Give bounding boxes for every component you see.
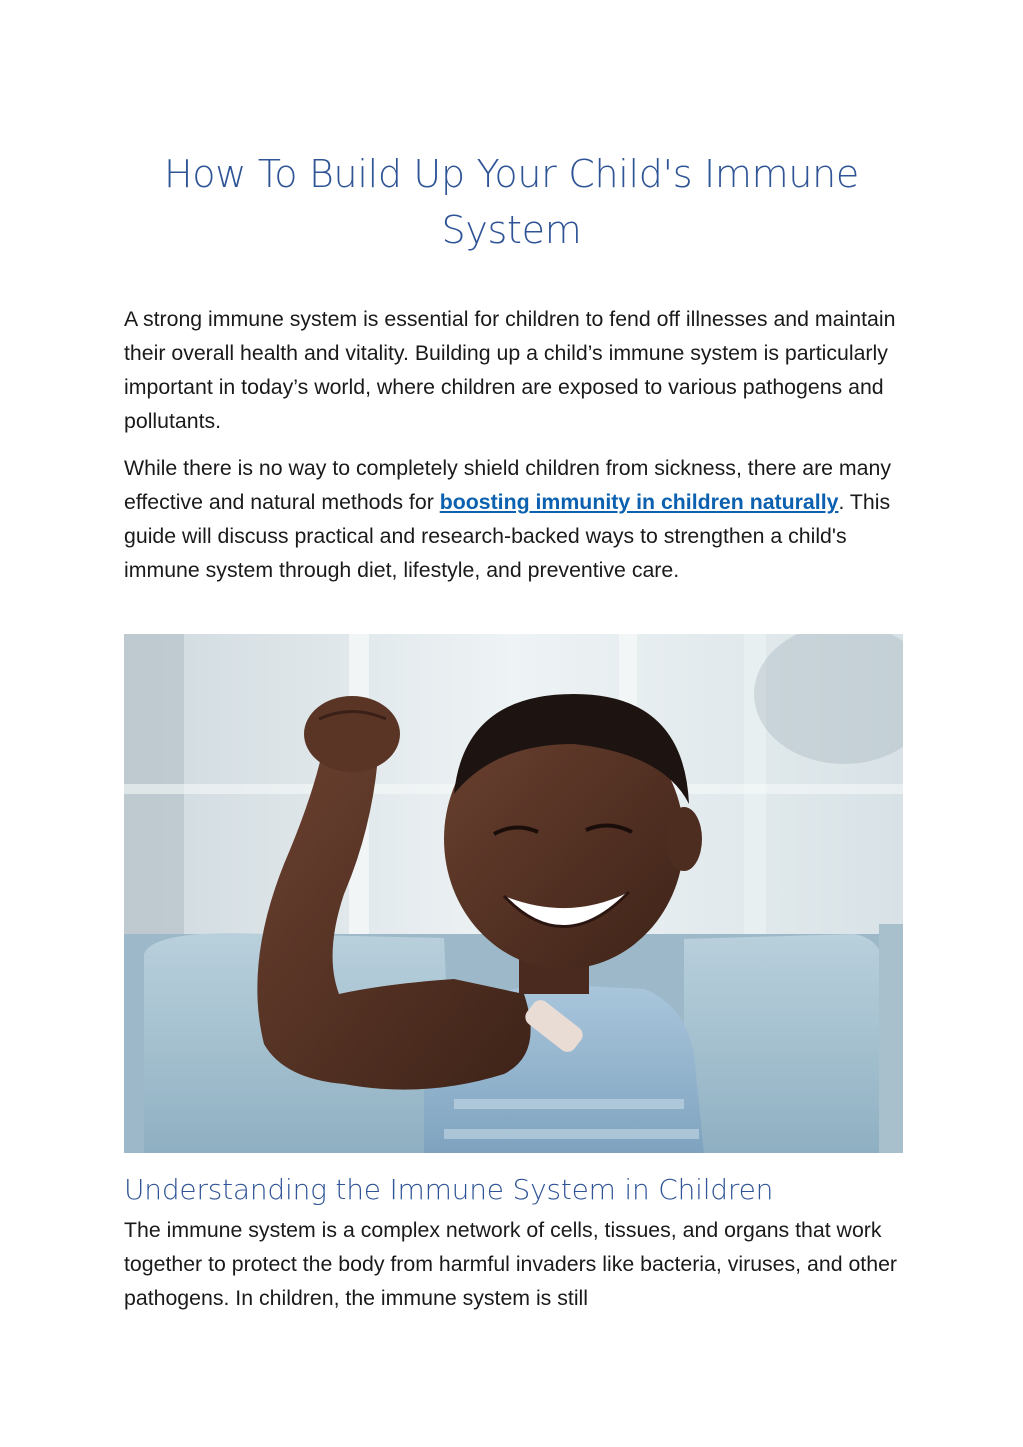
intro-paragraph-2-text-before: While there is no way to completely shield children from sickness, there are many effective and natural methods for xyxy=(124,456,892,514)
section-paragraph-1: The immune system is a complex network of cells, tissues, and organs that work together to protect the body from harmful invaders like bacteria, viruses, and other pathogens. In children, the immune system is still xyxy=(124,1218,898,1310)
intro-paragraph-1: A strong immune system is essential for children to fend off illnesses and maintain their overall health and vitality. Building up a child’s immune system is particularly important in today’s world, where children are exposed to various pathogens and pollutants. xyxy=(124,307,896,433)
section-heading: Understanding the Immune System in Children xyxy=(124,1173,774,1206)
child-flexing-arm-photo xyxy=(124,634,903,1153)
intro-paragraph-2-text-after: . This guide will discuss practical and research-backed ways to strengthen a child's immune system through diet, lifestyle, and preventive care. xyxy=(124,490,891,582)
page-title: How To Build Up Your Child's Immune System xyxy=(163,152,860,252)
boosting-immunity-link[interactable]: boosting immunity in children naturally xyxy=(439,490,839,514)
intro-paragraph-2 xyxy=(124,451,914,587)
